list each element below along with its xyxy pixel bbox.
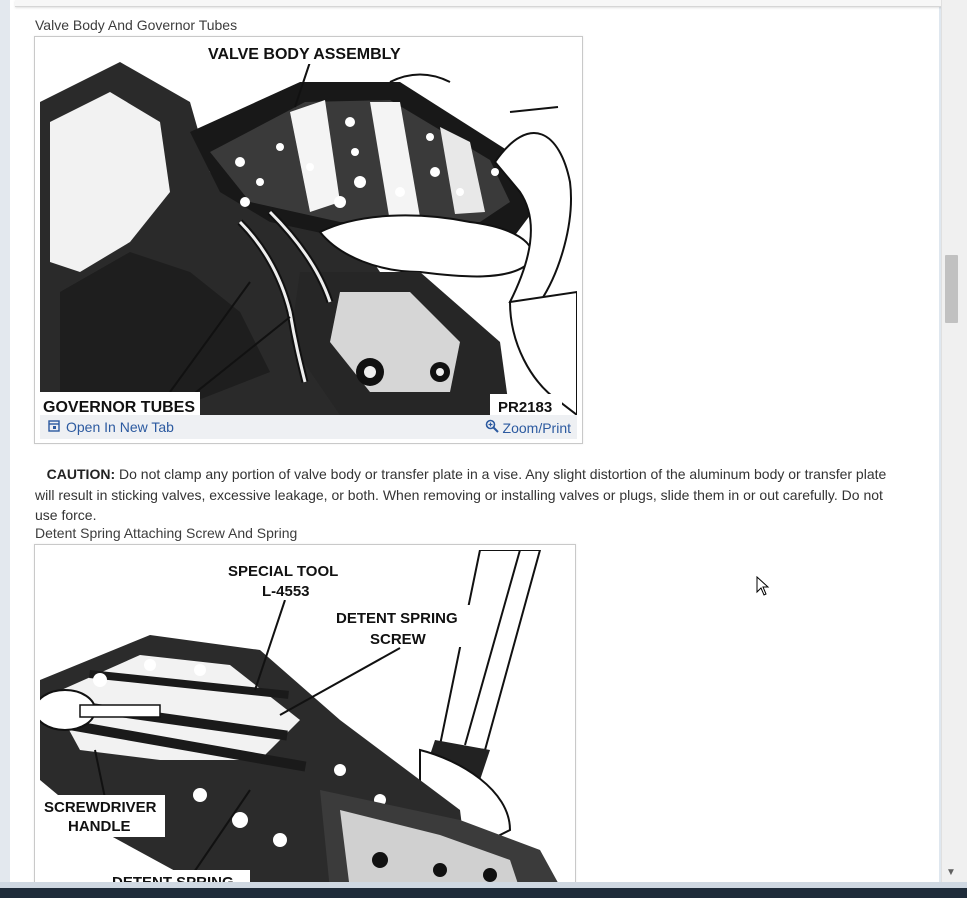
figure-caption-valve-body: Valve Body And Governor Tubes	[35, 17, 238, 33]
figure-caption-detent-spring: Detent Spring Attaching Screw And Spring	[35, 525, 298, 541]
label-special-tool: SPECIAL TOOL	[228, 563, 339, 580]
label-detent-spring-screw-line1: DETENT SPRING	[336, 610, 458, 627]
zoom-print-label: Zoom/Print	[502, 419, 571, 436]
magnifier-icon	[485, 419, 499, 436]
caution-paragraph	[35, 464, 905, 526]
window-left-gutter	[0, 0, 10, 882]
label-screwdriver: SCREWDRIVER	[44, 799, 157, 816]
label-valve-body-assembly: VALVE BODY ASSEMBLY	[208, 46, 401, 63]
caution-text: Do not clamp any portion of valve body or transfer plate in a vise. Any slight distortion of the aluminum body or transfer plate will result in sticking valves, excessive leakage, or both. When removing or installing valves or plugs, slide them in or out carefully. Do not use force.	[35, 466, 887, 523]
label-detent-spring-screw-line2: SCREW	[370, 631, 426, 648]
scrollbar-thumb[interactable]	[945, 255, 958, 323]
caution-label: CAUTION:	[46, 466, 116, 482]
label-tool-number: L-4553	[262, 583, 310, 600]
open-in-new-tab-link[interactable]	[48, 419, 174, 435]
label-governor-tubes: GOVERNOR TUBES	[43, 399, 196, 415]
detent-spring-illustration[interactable]	[40, 550, 562, 890]
previous-section-edge	[15, 0, 943, 7]
valve-body-illustration[interactable]	[40, 42, 577, 415]
figure-valve-body	[34, 36, 583, 444]
label-handle: HANDLE	[68, 818, 131, 835]
taskbar	[0, 888, 967, 898]
figure-detent-spring	[34, 544, 576, 890]
mouse-cursor-icon	[756, 576, 770, 601]
vertical-scrollbar[interactable]	[941, 0, 967, 882]
open-in-new-tab-icon	[48, 419, 60, 435]
label-figure-code: PR2183	[498, 399, 553, 415]
open-in-new-tab-label: Open In New Tab	[66, 419, 174, 435]
scroll-down-arrow-icon[interactable]: ▼	[946, 867, 956, 878]
figure-toolbar	[40, 415, 577, 439]
zoom-print-link[interactable]	[485, 419, 571, 436]
